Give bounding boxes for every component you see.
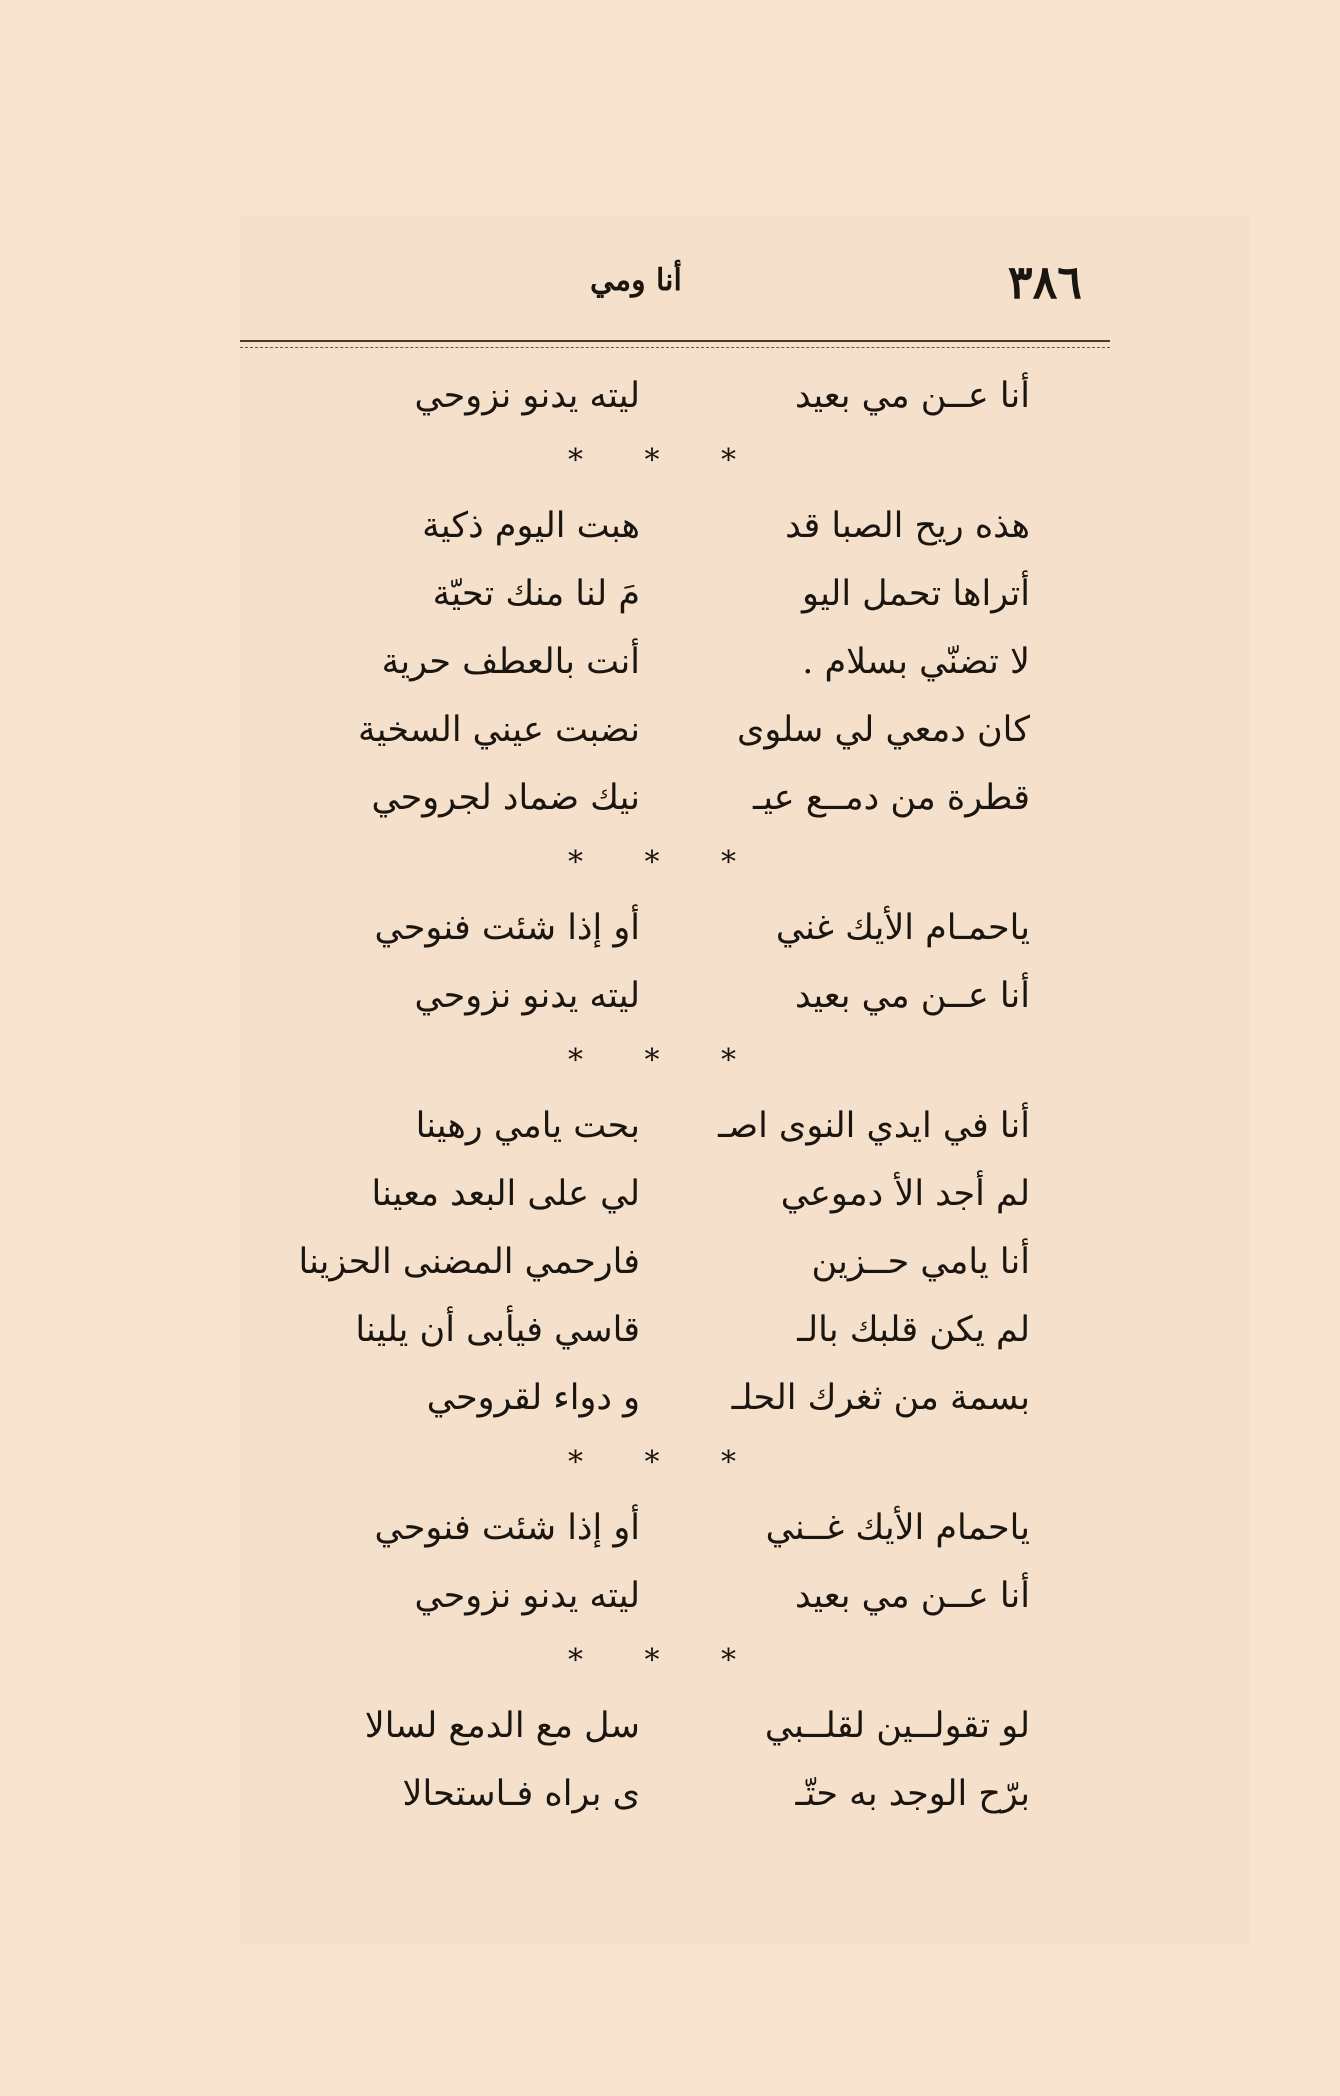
verse-line (240, 1231, 1030, 1299)
verse-line (240, 965, 1030, 1033)
stanza-separator: * * * (567, 443, 763, 478)
verse-second-hemistich: ليته يدنو نزوحي (414, 976, 640, 1016)
verse-second-hemistich: ليته يدنو نزوحي (414, 376, 640, 416)
verse-line (240, 631, 1030, 699)
verse-second-hemistich: ى براه فـاستحالا (402, 1774, 640, 1814)
verse-second-hemistich: ليته يدنو نزوحي (414, 1576, 640, 1616)
verse-line (240, 767, 1030, 835)
verse-second-hemistich: لي على البعد معينا (371, 1174, 640, 1214)
verse-second-hemistich: سل مع الدمع لسالا (364, 1706, 640, 1746)
verse-first-hemistich: برّح الوجد به حتّـ (795, 1774, 1030, 1814)
verse-first-hemistich: لا تضنّي بسلام . (802, 642, 1030, 682)
verse-line (240, 1095, 1030, 1163)
stanza-separator: * * * (567, 1445, 763, 1480)
verse-line (240, 495, 1030, 563)
running-title: أنا ومي (590, 263, 682, 298)
page-number: ٣٨٦ (1007, 255, 1082, 309)
verse-line (240, 897, 1030, 965)
verse-line (240, 563, 1030, 631)
verse-first-hemistich: أنا عــن مي بعيد (794, 1576, 1030, 1616)
verse-first-hemistich: أتراها تحمل اليو (802, 574, 1030, 614)
header-rule (240, 340, 1110, 348)
verse-first-hemistich: لم أجد الأ دموعي (780, 1174, 1030, 1214)
verse-first-hemistich: أنا في ايدي النوى اصـ (718, 1106, 1030, 1146)
verse-line (240, 1299, 1030, 1367)
verse-first-hemistich: لم يكن قلبك بالـ (797, 1310, 1030, 1350)
verse-line (240, 1163, 1030, 1231)
verse-line (240, 1763, 1030, 1831)
verse-first-hemistich: كان دمعي لي سلوى (736, 710, 1030, 750)
verse-first-hemistich: هذه ريح الصبا قد (785, 506, 1030, 546)
verse-first-hemistich: أنا عــن مي بعيد (794, 976, 1030, 1016)
verse-second-hemistich: مَ لنا منك تحيّة (432, 574, 640, 614)
verse-first-hemistich: ياحمـام الأيك غني (775, 908, 1030, 948)
verse-second-hemistich: فارحمي المضنى الحزينا (298, 1242, 640, 1282)
poem-body (240, 365, 1030, 1831)
verse-second-hemistich: نضبت عيني السخية (358, 710, 640, 750)
verse-first-hemistich: أنا عــن مي بعيد (794, 376, 1030, 416)
verse-second-hemistich: أو إذا شئت فنوحي (374, 1508, 640, 1548)
verse-line (240, 1367, 1030, 1435)
verse-line (240, 1565, 1030, 1633)
verse-second-hemistich: و دواء لقروحي (426, 1378, 640, 1418)
stanza-separator: * * * (567, 845, 763, 880)
verse-first-hemistich: لو تقولــين لقلــبي (764, 1706, 1030, 1746)
verse-second-hemistich: قاسي فيأبى أن يلينا (355, 1310, 640, 1350)
stanza-separator: * * * (567, 1043, 763, 1078)
verse-first-hemistich: ياحمام الأيك غــني (765, 1508, 1030, 1548)
verse-second-hemistich: بحت يامي رهينا (415, 1106, 640, 1146)
book-page (240, 215, 1250, 1945)
verse-first-hemistich: قطرة من دمــع عيـ (752, 778, 1030, 818)
verse-second-hemistich: أو إذا شئت فنوحي (374, 908, 640, 948)
verse-second-hemistich: أنت بالعطف حرية (381, 642, 640, 682)
verse-first-hemistich: أنا يامي حــزين (811, 1242, 1030, 1282)
page-header (240, 255, 1110, 315)
verse-line (240, 1497, 1030, 1565)
verse-second-hemistich: نيك ضماد لجروحي (371, 778, 640, 818)
verse-line (240, 365, 1030, 433)
stanza-separator: * * * (567, 1643, 763, 1678)
verse-second-hemistich: هبت اليوم ذكية (422, 506, 640, 546)
verse-first-hemistich: بسمة من ثغرك الحلـ (731, 1378, 1030, 1418)
verse-line (240, 699, 1030, 767)
verse-line (240, 1695, 1030, 1763)
